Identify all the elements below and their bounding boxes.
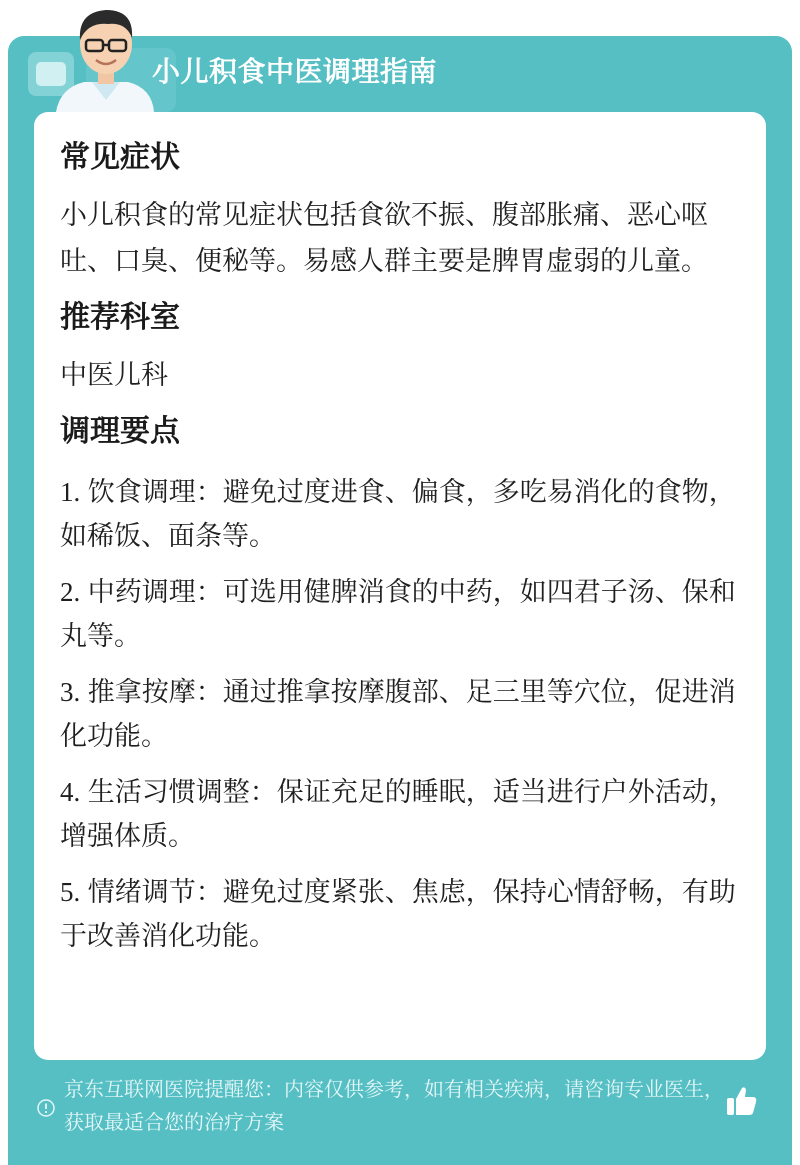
symptoms-heading: 常见症状 xyxy=(60,140,180,175)
care-item-text: 情绪调节：避免过度紧张、焦虑，保持心情舒畅，有助于改善消化功能。 xyxy=(60,877,736,951)
department-text: 中医儿科 xyxy=(60,360,168,390)
page-title: 小儿积食中医调理指南 xyxy=(152,55,438,88)
care-item-5 xyxy=(60,870,740,958)
care-item-number: 1. xyxy=(60,477,81,507)
symptoms-text: 小儿积食的常见症状包括食欲不振、腹部胀痛、恶心呕吐、口臭、便秘等。易感人群主要是脾胃虚弱的儿童。 xyxy=(60,200,708,276)
care-item-text: 饮食调理：避免过度进食、偏食，多吃易消化的食物，如稀饭、面条等。 xyxy=(60,477,736,551)
care-item-number: 2. xyxy=(60,577,81,607)
care-item-2 xyxy=(60,570,740,658)
disclaimer-text: 京东互联网医院提醒您：内容仅供参考，如有相关疾病，请咨询专业医生，获取最适合您的治疗方案 xyxy=(64,1079,724,1134)
department-heading: 推荐科室 xyxy=(60,300,180,335)
disclaimer-footer xyxy=(36,1074,756,1140)
care-heading: 调理要点 xyxy=(60,414,180,449)
care-item-number: 5. xyxy=(60,877,81,907)
care-item-1 xyxy=(60,470,740,558)
care-item-3 xyxy=(60,670,740,758)
care-item-4 xyxy=(60,770,740,858)
care-item-number: 4. xyxy=(60,777,81,807)
care-item-number: 3. xyxy=(60,677,81,707)
thumbs-up-icon[interactable] xyxy=(724,1083,760,1119)
care-item-text: 推拿按摩：通过推拿按摩腹部、足三里等穴位，促进消化功能。 xyxy=(60,677,736,751)
content-card xyxy=(34,112,766,1060)
info-icon xyxy=(36,1098,56,1118)
care-item-text: 生活习惯调整：保证充足的睡眠，适当进行户外活动，增强体质。 xyxy=(60,777,736,851)
care-item-text: 中药调理：可选用健脾消食的中药，如四君子汤、保和丸等。 xyxy=(60,577,736,651)
